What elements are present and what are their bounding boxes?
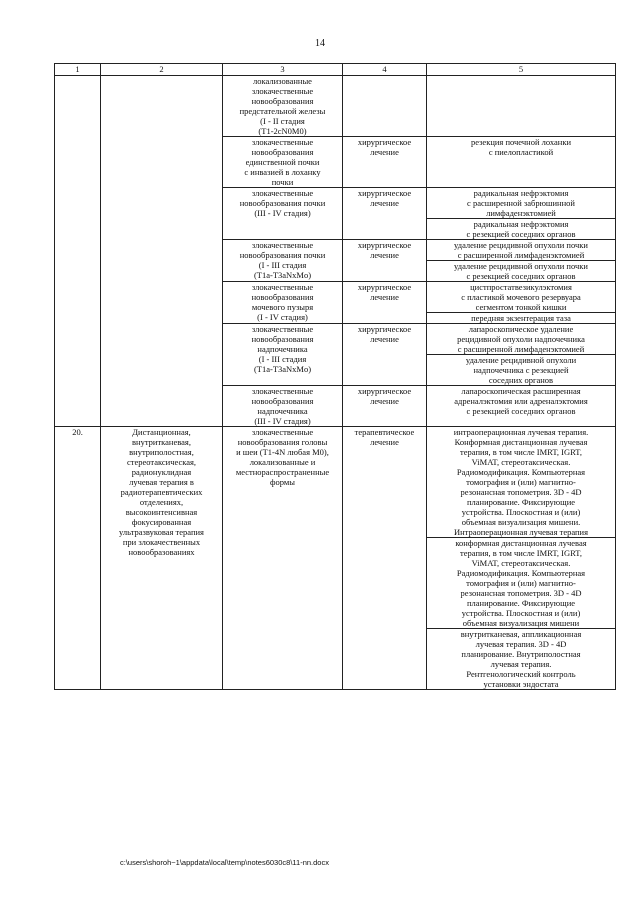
text-line: с расширенной забрюшинной — [467, 198, 575, 208]
text-line: передняя экзентерация таза — [471, 313, 571, 323]
text-line: рецидивной опухоли надпочечника — [457, 334, 585, 344]
method-item — [427, 219, 615, 239]
method-item — [427, 240, 615, 261]
cell-methods — [427, 386, 616, 427]
text-line: хирургическое — [357, 386, 412, 396]
text-line: цистпростатвезикулэктомия — [470, 282, 572, 292]
cell-diagnosis — [223, 188, 343, 240]
text-line: установки эндостата — [483, 679, 559, 689]
text-line: радикальная нефрэктомия — [473, 219, 569, 229]
method-item — [427, 538, 615, 629]
text-line: новообразования — [251, 334, 314, 344]
cell-methods — [427, 188, 616, 240]
text-line: и шеи (T1-4N любая M0), — [236, 447, 329, 457]
text-line: терапия, в том числе IMRT, IGRT, — [460, 548, 582, 558]
text-line: томография и (или) магнитно- — [466, 477, 576, 487]
text-line: формы — [270, 477, 295, 487]
text-line: с резекцией соседних органов — [466, 406, 576, 416]
text-line: резекция почечной лоханки — [470, 137, 572, 147]
cell-number: 20. — [55, 427, 101, 690]
text-line: новообразования почки — [239, 198, 326, 208]
text-line: стереотаксическая, — [126, 457, 197, 467]
text-line: единственной почки — [245, 157, 320, 167]
text-line: злокачественные — [251, 240, 314, 250]
text-line: хирургическое — [357, 240, 412, 250]
text-line: Интраоперационная лучевая терапия — [453, 527, 589, 537]
column-number-row — [55, 64, 616, 76]
column-number: 2 — [101, 64, 223, 76]
text-line: злокачественные — [251, 137, 314, 147]
text-line: (I - II стадия — [260, 116, 305, 126]
text-line: конформная дистанционная лучевая — [455, 538, 587, 548]
text-line: лечение — [370, 437, 399, 447]
text-line: предстательной железы — [239, 106, 326, 116]
cell-diagnosis — [223, 76, 343, 137]
text-line: устройства. Плоскостная и (или) — [461, 507, 581, 517]
text-line: новообразования — [251, 396, 314, 406]
method-item — [427, 629, 615, 689]
text-line: ViMAT, стереотаксическая. — [471, 457, 571, 467]
text-line: внутриполостная, — [129, 447, 194, 457]
text-line: лучевая терапия. — [490, 659, 552, 669]
text-line: удаление рецидивной опухоли — [465, 355, 577, 365]
text-line: с расширенной лимфаденэктомией — [457, 250, 585, 260]
text-line: планирование. Фиксирующие — [466, 598, 576, 608]
text-line: планирование. Фиксирующие — [466, 497, 576, 507]
text-line: Дистанционная, — [132, 427, 191, 437]
cell-methods — [427, 427, 616, 690]
column-number: 5 — [427, 64, 616, 76]
file-path-footer: c:\users\shoroh~1\appdata\local\temp\notes6030c8\11-nn.docx — [120, 858, 329, 867]
text-line: новообразования головы — [237, 437, 328, 447]
column-number: 4 — [343, 64, 427, 76]
cell-method-name-empty — [101, 76, 223, 427]
method-item — [427, 427, 615, 538]
text-line: надпочечника — [257, 344, 308, 354]
text-line: с резекцией соседних органов — [466, 229, 576, 239]
text-line: лечение — [370, 292, 399, 302]
text-line: хирургическое — [357, 324, 412, 334]
text-line: объемная визуализация мишени — [462, 618, 580, 628]
text-line: резонансная топометрия. 3D - 4D — [460, 588, 582, 598]
text-line: Рентгенологический контроль — [466, 669, 576, 679]
text-line: при злокачественных — [122, 537, 201, 547]
cell-treatment-type — [343, 188, 427, 240]
cell-treatment-type — [343, 137, 427, 188]
text-line: внутритканевая, аппликационная — [460, 629, 582, 639]
text-line: с расширенной лимфаденэктомией — [457, 344, 585, 354]
cell-methods — [427, 137, 616, 188]
text-line: лечение — [370, 147, 399, 157]
text-line: планирование. Внутриполостная — [461, 649, 581, 659]
text-line: терапевтическое — [354, 427, 415, 437]
text-line: лечение — [370, 198, 399, 208]
text-line: хирургическое — [357, 137, 412, 147]
method-item — [427, 355, 615, 385]
cell-diagnosis — [223, 324, 343, 386]
text-line: новообразования — [251, 147, 314, 157]
text-line: томография и (или) магнитно- — [466, 578, 576, 588]
text-line: резонансная топометрия. 3D - 4D — [460, 487, 582, 497]
medical-procedures-table — [54, 63, 616, 690]
text-line: почки — [271, 177, 294, 187]
text-line: (III - IV стадия) — [254, 208, 311, 218]
cell-methods — [427, 76, 616, 137]
text-line: объемная визуализация мишени. — [461, 517, 581, 527]
text-line: (T1-2cN0M0) — [258, 126, 307, 136]
cell-methods — [427, 240, 616, 282]
text-line: местнораспространенные — [235, 467, 330, 477]
text-line: удаление рецидивной опухоли почки — [454, 261, 588, 271]
text-line: злокачественные — [251, 188, 314, 198]
method-item — [427, 386, 615, 416]
text-line: хирургическое — [357, 282, 412, 292]
text-line: злокачественные — [251, 386, 314, 396]
text-line: ViMAT, стереотаксическая. — [471, 558, 571, 568]
text-line: интраоперационная лучевая терапия. — [453, 427, 589, 437]
text-line: злокачественные — [251, 86, 314, 96]
method-item — [427, 188, 615, 219]
text-line: отделениях, — [139, 497, 184, 507]
text-line: сегментом тонкой кишки — [475, 302, 567, 312]
text-line: лечение — [370, 334, 399, 344]
text-line: устройства. Плоскостная и (или) — [461, 608, 581, 618]
cell-treatment-type — [343, 324, 427, 386]
cell-method-name — [101, 427, 223, 690]
cell-methods — [427, 324, 616, 386]
page-number: 14 — [315, 38, 325, 49]
cell-treatment-type — [343, 427, 427, 690]
text-line: (I - IV стадия) — [257, 312, 308, 322]
text-line: лечение — [370, 250, 399, 260]
text-line: радиотерапевтических — [120, 487, 203, 497]
text-line: ультразвуковая терапия — [119, 527, 204, 537]
text-line: терапия, в том числе IMRT, IGRT, — [460, 447, 582, 457]
text-line: Радиомодификация. Компьютерная — [456, 467, 586, 477]
text-line: злокачественные — [251, 324, 314, 334]
text-line: надпочечника с резекцией — [473, 365, 569, 375]
text-line: злокачественные — [251, 282, 314, 292]
text-line: внутритканевая, — [132, 437, 191, 447]
text-line: локализованные и — [249, 457, 316, 467]
text-line: (I - III стадия — [258, 354, 307, 364]
method-item — [427, 313, 615, 323]
text-line: с резекцией соседних органов — [466, 271, 576, 281]
text-line: соседних органов — [488, 375, 554, 385]
text-line: новообразования — [251, 96, 314, 106]
text-line: Конформная дистанционная лучевая — [454, 437, 588, 447]
text-line: (T1a-T3aNxMo) — [253, 270, 312, 280]
text-line: злокачественные — [251, 427, 314, 437]
text-line: (I - III стадия — [258, 260, 307, 270]
method-item — [427, 282, 615, 313]
text-line: (III - IV стадия) — [254, 416, 311, 426]
table-row — [55, 76, 616, 137]
text-line: лечение — [370, 396, 399, 406]
text-line: новообразования — [251, 292, 314, 302]
text-line: (T1a-T3aNxMo) — [253, 364, 312, 374]
text-line: хирургическое — [357, 188, 412, 198]
cell-diagnosis — [223, 386, 343, 427]
text-line: удаление рецидивной опухоли почки — [454, 240, 588, 250]
text-line: лучевая терапия. 3D - 4D — [475, 639, 567, 649]
text-line: лапароскопическая расширенная — [461, 386, 581, 396]
column-number: 3 — [223, 64, 343, 76]
cell-treatment-type — [343, 76, 427, 137]
text-line: новообразованиях — [128, 547, 195, 557]
text-line: мочевого пузыря — [251, 302, 314, 312]
text-line: высокоинтенсивная — [125, 507, 198, 517]
cell-diagnosis — [223, 240, 343, 282]
cell-diagnosis — [223, 427, 343, 690]
text-line: фокусированная — [131, 517, 192, 527]
column-number: 1 — [55, 64, 101, 76]
cell-methods — [427, 282, 616, 324]
text-line: лучевая терапия в — [129, 477, 194, 487]
cell-treatment-type — [343, 386, 427, 427]
method-item — [427, 137, 615, 157]
cell-number-empty — [55, 76, 101, 427]
cell-diagnosis — [223, 137, 343, 188]
text-line: лапароскопическое удаление — [468, 324, 574, 334]
text-line: с инвазией в лоханку — [244, 167, 321, 177]
table-row-20 — [55, 427, 616, 690]
text-line: с пластикой мочевого резервуара — [461, 292, 581, 302]
text-line: радикальная нефрэктомия — [473, 188, 569, 198]
cell-treatment-type — [343, 282, 427, 324]
text-line: с пиелопластикой — [488, 147, 554, 157]
text-line: адреналэктомия или адреналэктомия — [454, 396, 588, 406]
text-line: новообразования почки — [239, 250, 326, 260]
text-line: радионуклидная — [131, 467, 192, 477]
text-line: Радиомодификация. Компьютерная — [456, 568, 586, 578]
cell-diagnosis — [223, 282, 343, 324]
text-line: локализованные — [253, 76, 312, 86]
text-line: надпочечника — [257, 406, 308, 416]
cell-treatment-type — [343, 240, 427, 282]
method-item — [427, 324, 615, 355]
text-line: лимфаденэктомией — [486, 208, 556, 218]
method-item — [427, 261, 615, 281]
